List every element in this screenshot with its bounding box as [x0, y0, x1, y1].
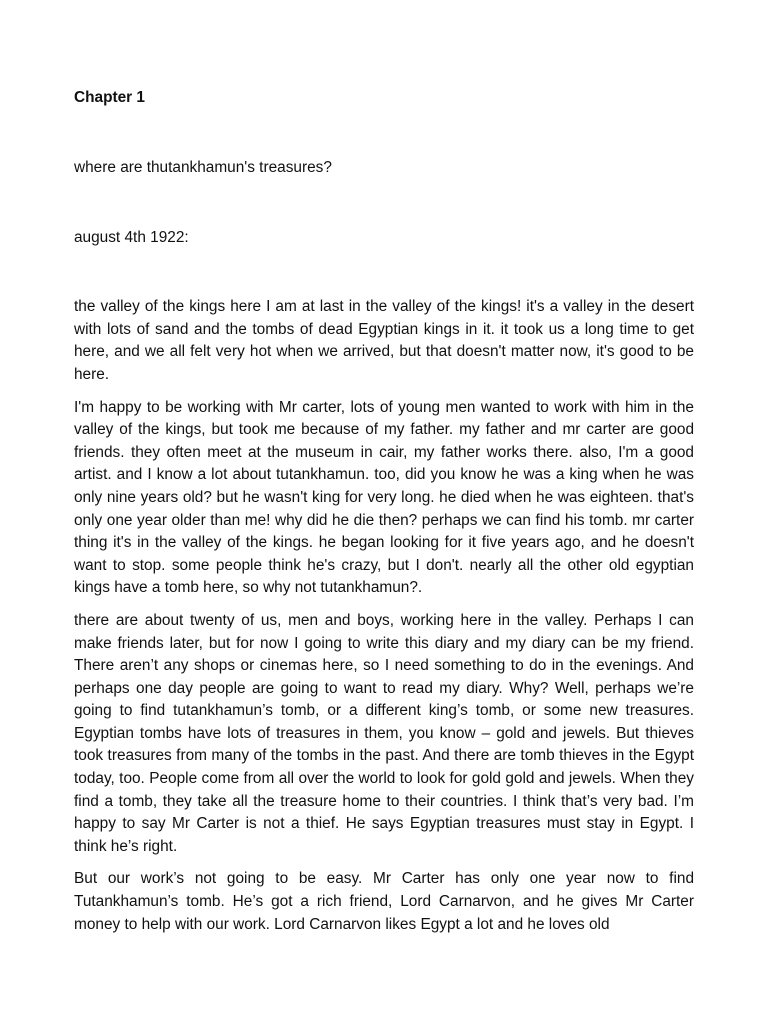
chapter-title: where are thutankhamun's treasures? — [74, 159, 332, 176]
entry-date: august 4th 1922: — [74, 228, 189, 246]
chapter-heading: Chapter 1 — [74, 89, 145, 106]
paragraph-1: the valley of the kings here I am at last in the valley of the kings! it's a valley in the desert with lots of sand and the tombs of dead Egyptian kings in it. it took us a long time to get here, and we all felt very hot when we arrived, but that doesn't matter now, it's good to be here. — [74, 298, 694, 383]
paragraph-4: But our work’s not going to be easy. Mr Carter has only one year now to find Tutankhamun’s tomb. He’s got a rich friend, Lord Carnarvon, and he gives Mr Carter money to help with our work. Lord Carnarvon likes Egypt a lot and he loves old — [74, 870, 694, 933]
paragraph-3: there are about twenty of us, men and boys, working here in the valley. Perhaps I can make friends later, but for now I going to write this diary and my diary can be my friend. There aren’t any shops or cinemas here, so I need something to do in the evenings. And perhaps one day people are going to want to read my diary. Why? Well, perhaps we’re going to find tutankhamun’s tomb, or a different king’s tomb, or some new treasures. Egyptian tombs have lots of treasures in them, you know – gold and jewels. But thieves took treasures from many of the tombs in the past. And there are tomb thieves in the Egypt today, too. People come from all over the world to look for gold gold and jewels. When they find a tomb, they take all the treasure home to their countries. I think that’s very bad. I’m happy to say Mr Carter is not a thief. He says Egyptian treasures must stay in Egypt. I think he’s right. — [74, 611, 694, 855]
document-body — [74, 87, 694, 936]
paragraph-2: I'm happy to be working with Mr carter, lots of young men wanted to work with him in the valley of the kings, but took me because of my father. my father and mr carter are good friends. they often meet at the museum in cair, my father works there. also, I'm a good artist. and I know a lot about tutankhamun. too, did you know he was a king when he was only nine years old? but he wasn't king for very long. he died when he was eighteen. that's only one year older than me! why did he die then? perhaps we can find his tomb. mr carter thing it's in the valley of the kings. he began looking for it five years ago, and he doesn't want to stop. some people think he's crazy, but I don't. nearly all the other old egyptian kings have a tomb here, so why not tutankhamun?. — [74, 398, 694, 597]
